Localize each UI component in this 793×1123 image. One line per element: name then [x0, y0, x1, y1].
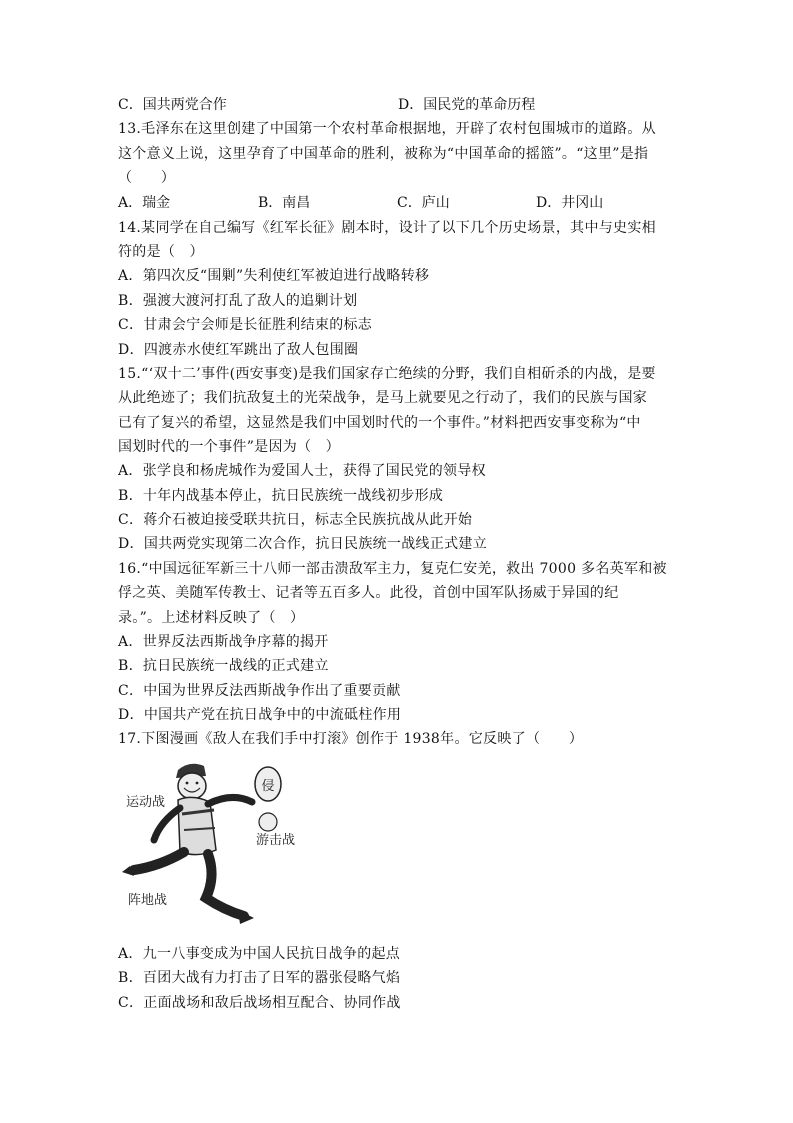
label-positional-warfare: 阵地战	[128, 893, 168, 908]
q16-option-c: C．中国为世界反法西斯战争作出了重要贡献	[118, 683, 401, 699]
q13-option-c: C．庐山	[397, 195, 450, 211]
q14-option-d: D．四渡赤水使红军跳出了敌人包围圈	[118, 342, 359, 358]
label-mobile-warfare: 运动战	[126, 795, 166, 810]
q15-stem-line-3: 已有了复兴的希望，这显然是我们中国划时代的一个事件。”材料把西安事变称为“中	[118, 415, 641, 431]
q15-option-d: D．国共两党实现第二次合作，抗日民族统一战线正式建立	[118, 536, 488, 552]
q16-option-a: A．世界反法西斯战争序幕的揭开	[118, 634, 329, 650]
q17-option-a: A．九一八事变成为中国人民抗日战争的起点	[118, 946, 401, 962]
q16-option-b: B．抗日民族统一战线的正式建立	[118, 658, 329, 674]
q16-stem-line-1: 16.“中国远征军新三十八师一部击溃敌军主力，复克仁安羌，救出 7000 多名英军和被	[118, 561, 667, 577]
q13-stem-line-1: 13.毛泽东在这里创建了中国第一个农村革命根据地，开辟了农村包围城市的道路。从	[118, 121, 656, 137]
q17-option-b: B．百团大战有力打击了日军的嚣张侵略气焰	[118, 970, 401, 986]
q13-stem-line-2: 这个意义上说，这里孕育了中国革命的胜利，被称为“中国革命的摇篮”。“这里”是指	[118, 146, 649, 162]
cartoon-figure	[120, 758, 310, 936]
q13-stem-line-3: （ ）	[118, 170, 176, 186]
q14-option-b: B．强渡大渡河打乱了敌人的追剿计划	[118, 293, 358, 309]
q13-option-b: B．南昌	[258, 195, 311, 211]
q16-option-d: D．中国共产党在抗日战争中的中流砥柱作用	[118, 707, 402, 723]
q12-option-c: C．国共两党合作	[118, 97, 227, 113]
label-guerrilla-warfare: 游击战	[256, 833, 296, 848]
q17-stem-line-1: 17.下图漫画《敌人在我们手中打滚》创作于 1938年。它反映了（ ）	[118, 731, 584, 747]
q15-stem-line-4: 国划时代的一个事件”是因为（ ）	[118, 439, 340, 455]
q14-stem-line-1: 14.某同学在自己编写《红军长征》剧本时，设计了以下几个历史场景，其中与史实相	[118, 220, 656, 236]
q13-option-d: D．井冈山	[536, 195, 604, 211]
q15-option-c: C．蒋介石被迫接受联共抗日，标志全民族抗战从此开始	[118, 512, 473, 528]
cartoon-soldier-drawing	[120, 758, 310, 936]
ball-character: 侵	[261, 779, 275, 794]
q15-option-b: B．十年内战基本停止，抗日民族统一战线初步形成	[118, 488, 444, 504]
q14-stem-line-2: 符的是（ ）	[118, 244, 204, 260]
q14-option-c: C．甘肃会宁会师是长征胜利结束的标志	[118, 317, 373, 333]
q12-option-d: D．国民党的革命历程	[398, 97, 536, 113]
q15-stem-line-1: 15.“‘双十二’事件(西安事变)是我们国家存亡绝续的分野，我们自相斫杀的内战，是要	[118, 366, 656, 382]
q15-option-a: A．张学良和杨虎城作为爱国人士，获得了国民党的领导权	[118, 463, 486, 479]
q17-option-c: C．正面战场和敌后战场相互配合、协同作战	[118, 995, 401, 1011]
q15-stem-line-2: 从此绝迹了；我们抗敌复土的光荣战争，是马上就要见之行动了，我们的民族与国家	[118, 390, 648, 406]
q16-stem-line-2: 俘之英、美随军传教士、记者等五百多人。此役，首创中国军队扬威于异国的纪	[118, 585, 619, 601]
q13-option-a: A．瑞金	[118, 195, 171, 211]
q14-option-a: A．第四次反“围剿”失利使红军被迫进行战略转移	[118, 268, 430, 284]
q16-stem-line-3: 录。”。上述材料反映了（ ）	[118, 610, 305, 626]
